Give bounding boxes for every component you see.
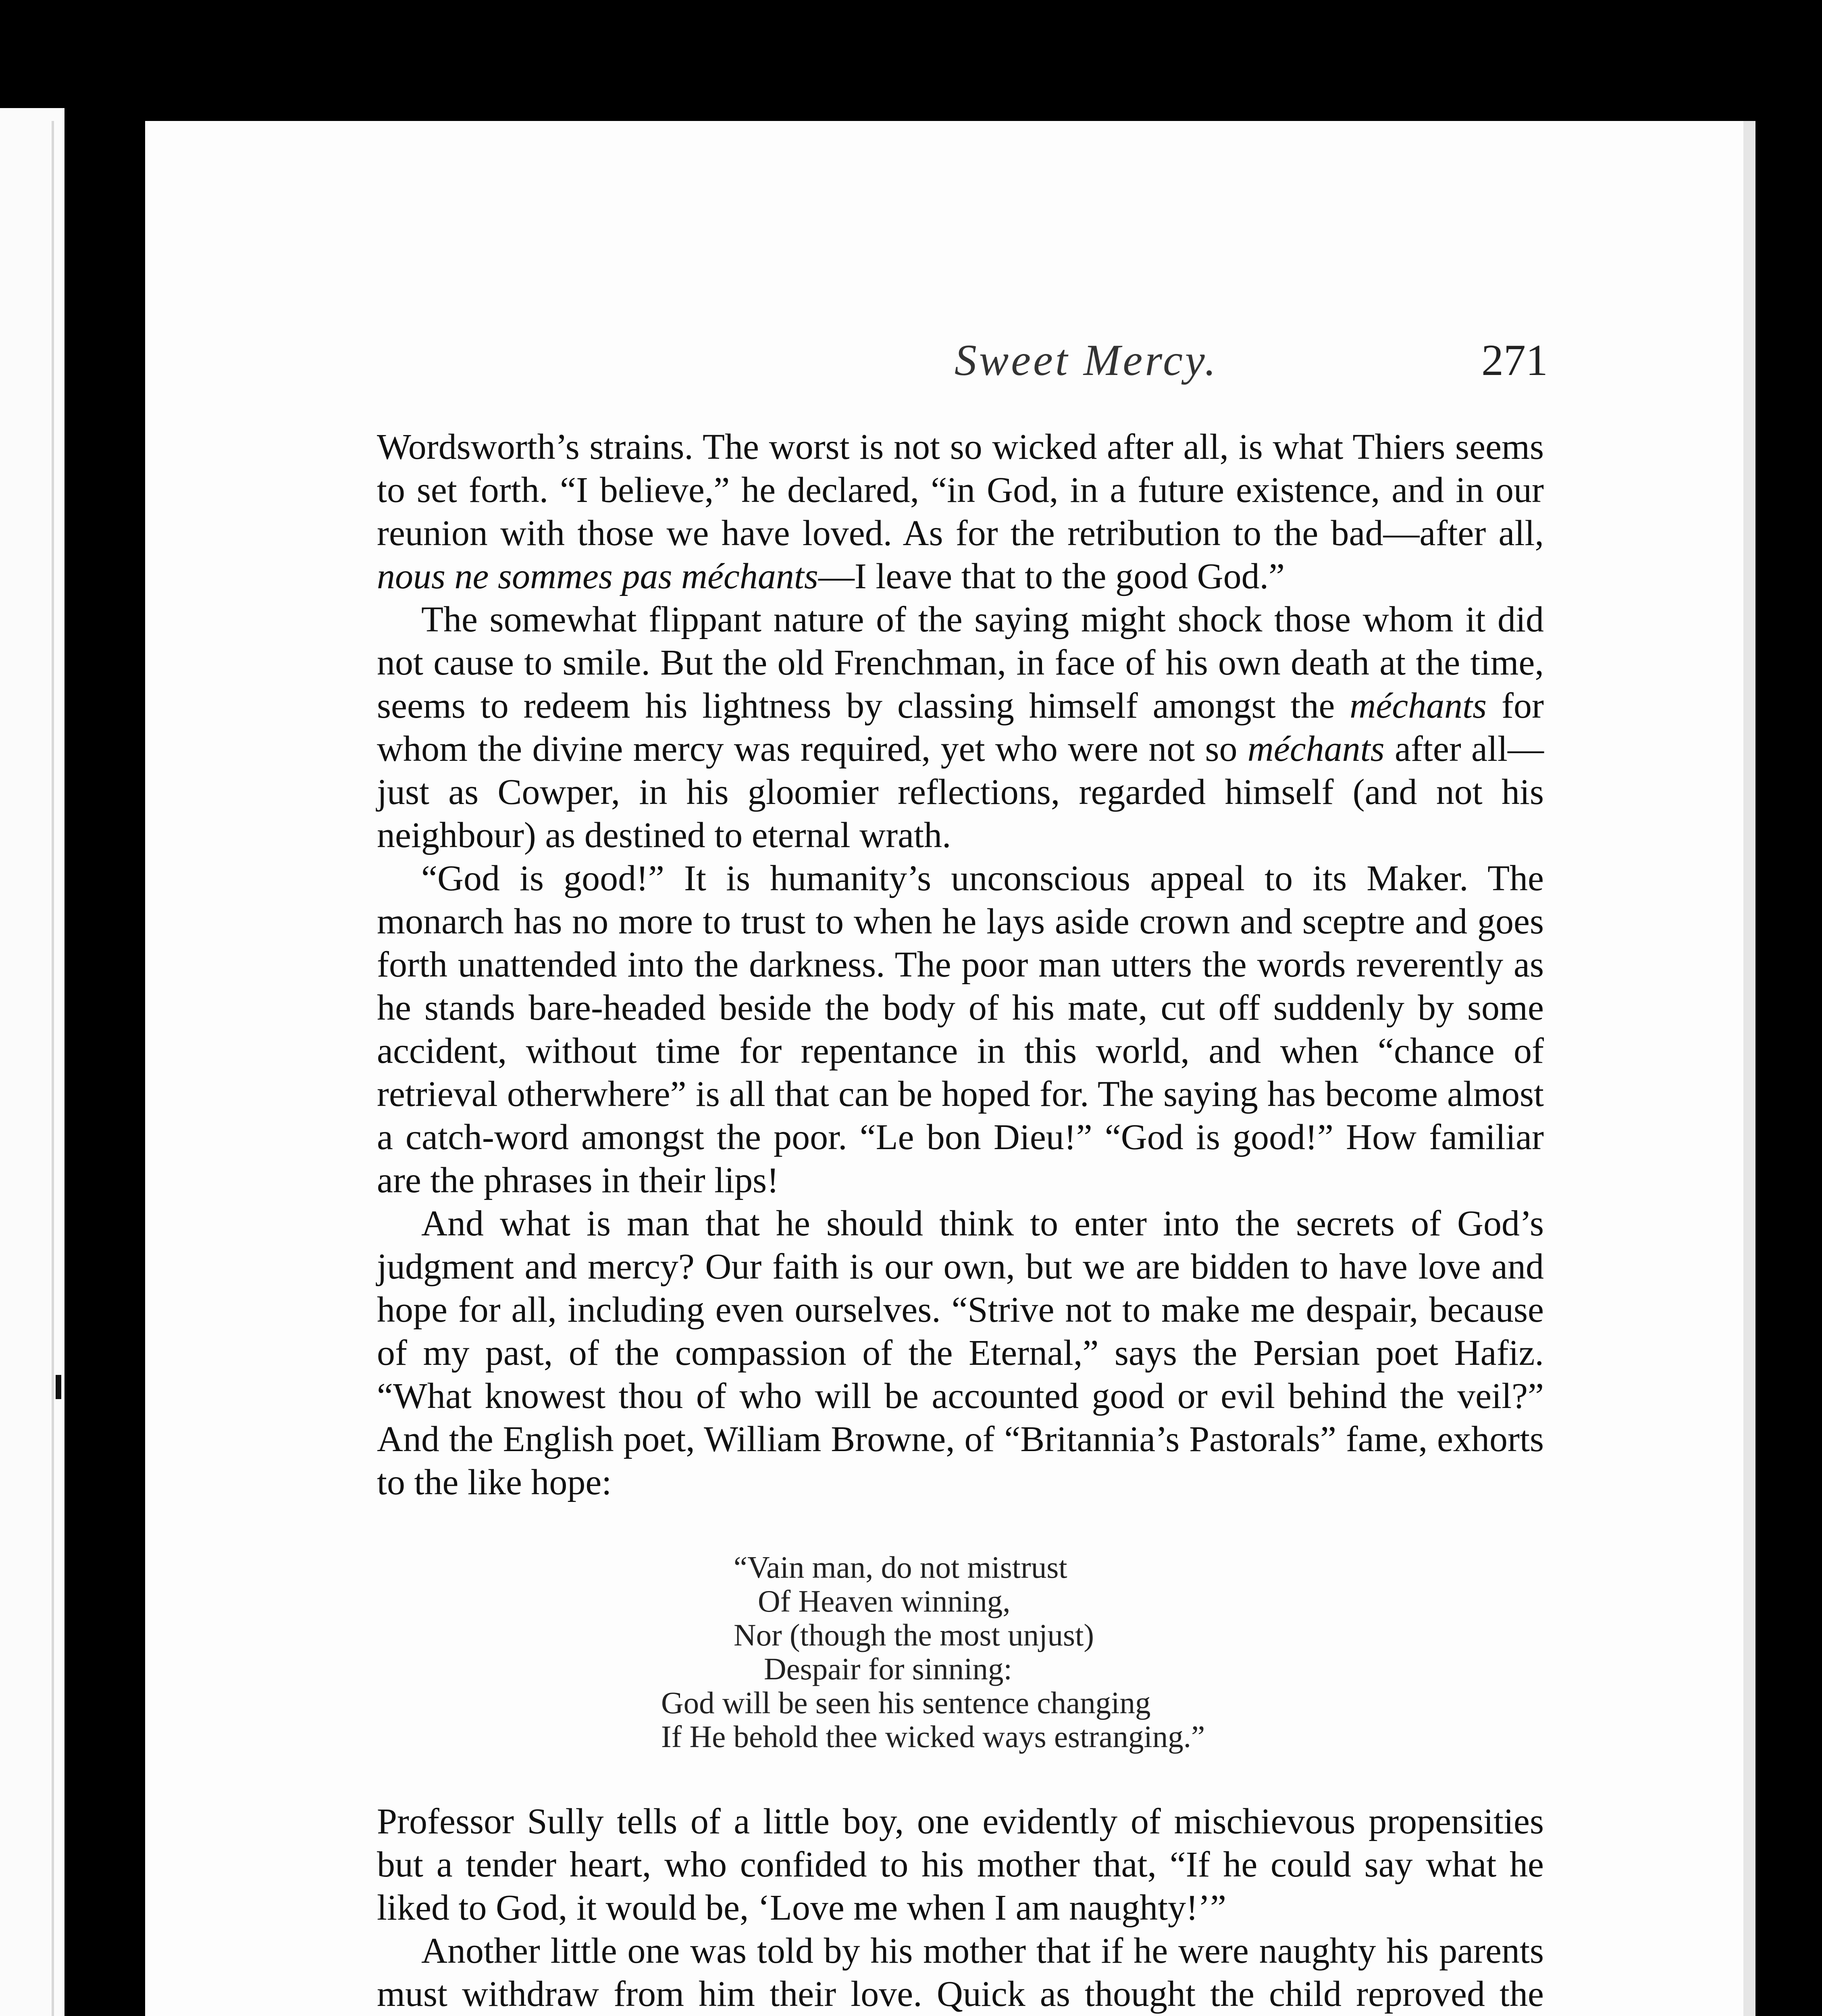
facing-page-edge [0, 108, 64, 2016]
paragraph [377, 1800, 1544, 1929]
page-number: 271 [1481, 335, 1548, 385]
italic-phrase: méchants [1350, 686, 1487, 726]
poem-block [377, 1550, 1544, 1754]
italic-phrase: méchants [1247, 729, 1385, 769]
page-edge-shadow [1743, 121, 1755, 2016]
paragraph [377, 1202, 1544, 1504]
paragraph [377, 425, 1544, 598]
paragraphs-before-poem [377, 425, 1544, 1504]
poem-line: “Vain man, do not mistrust [734, 1550, 1067, 1585]
text-run: “God is good!” It is humanity’s unconscious appeal to its Maker. The monarch has no more to trust to when he lays aside crown and sceptre and goes forth unattended into the darkness. The poor man utters the words reverently as he stands bare-headed beside the body of his mate, cut off suddenly by some accident, without time for repentance in this world, and when “chance of retrieval otherwhere” is all that can be hoped for. The saying has become almost a catch-word amongst the poor. “Le bon Dieu!” “God is good!” How familiar are the phrases in their lips! [377, 858, 1544, 1200]
poem-line: Nor (though the most unjust) [734, 1618, 1094, 1652]
text-run: Wordsworth’s strains. The worst is not so wicked after all, is what Thiers seems to set forth. “I believe,” he declared, “in God, in a future existence, and in our reunion with those we have loved. As for the retribution to the bad—after all, [377, 427, 1544, 553]
poem-line: If He behold thee wicked ways estranging.” [661, 1719, 1205, 1754]
text-run: The somewhat flippant nature of the saying might shock those whom it did not cause to smile. But the old Frenchman, in face of his own death at the time, seems to redeem his lightness by classing himself amongst the [377, 600, 1544, 726]
text-run: for whom the divine mercy was required, yet who were not so [377, 686, 1544, 769]
paragraph [377, 1929, 1544, 2016]
paragraphs-after-poem [377, 1800, 1544, 2016]
italic-phrase: nous ne sommes pas méchants [377, 556, 818, 596]
poem-line: Despair for sinning: [764, 1652, 1012, 1686]
paragraph [377, 598, 1544, 857]
body-text [377, 425, 1544, 2016]
binding-edge [52, 121, 54, 2016]
running-head: Sweet Mercy. [954, 335, 1219, 385]
margin-mark [56, 1375, 61, 1399]
text-run: —I leave that to the good God.” [818, 556, 1285, 596]
poem-line: God will be seen his sentence changing [661, 1685, 1151, 1720]
text-run: Another little one was told by his mother that if he were naughty his parents must withdraw from him their love. Quick as thought the child reproved the [377, 1931, 1544, 2014]
text-run: And what is man that he should think to enter into the secrets of God’s judgment and mercy? Our faith is our own, but we are bidden to have love and hope for all, including even ourselves. “Strive not to make me despair, because of my past, of the compassion of the Eternal,” says the Persian poet Hafiz. “What knowest thou of who will be accounted good or evil behind the veil?” And the English poet, William Browne, of “Britannia’s Pastorals” fame, exhorts to the like hope: [377, 1204, 1544, 1502]
text-run: after all—just as Cowper, in his gloomier reflections, regarded himself (and not his neighbour) as destined to eternal wrath. [377, 729, 1544, 855]
paragraph [377, 857, 1544, 1202]
text-run: Professor Sully tells of a little boy, one evidently of mischievous propensities but a tender heart, who confided to his mother that, “If he could say what he liked to God, it would be, ‘Love me when I am naughty!’” [377, 1801, 1544, 1928]
poem-line: Of Heaven winning, [758, 1584, 1011, 1618]
